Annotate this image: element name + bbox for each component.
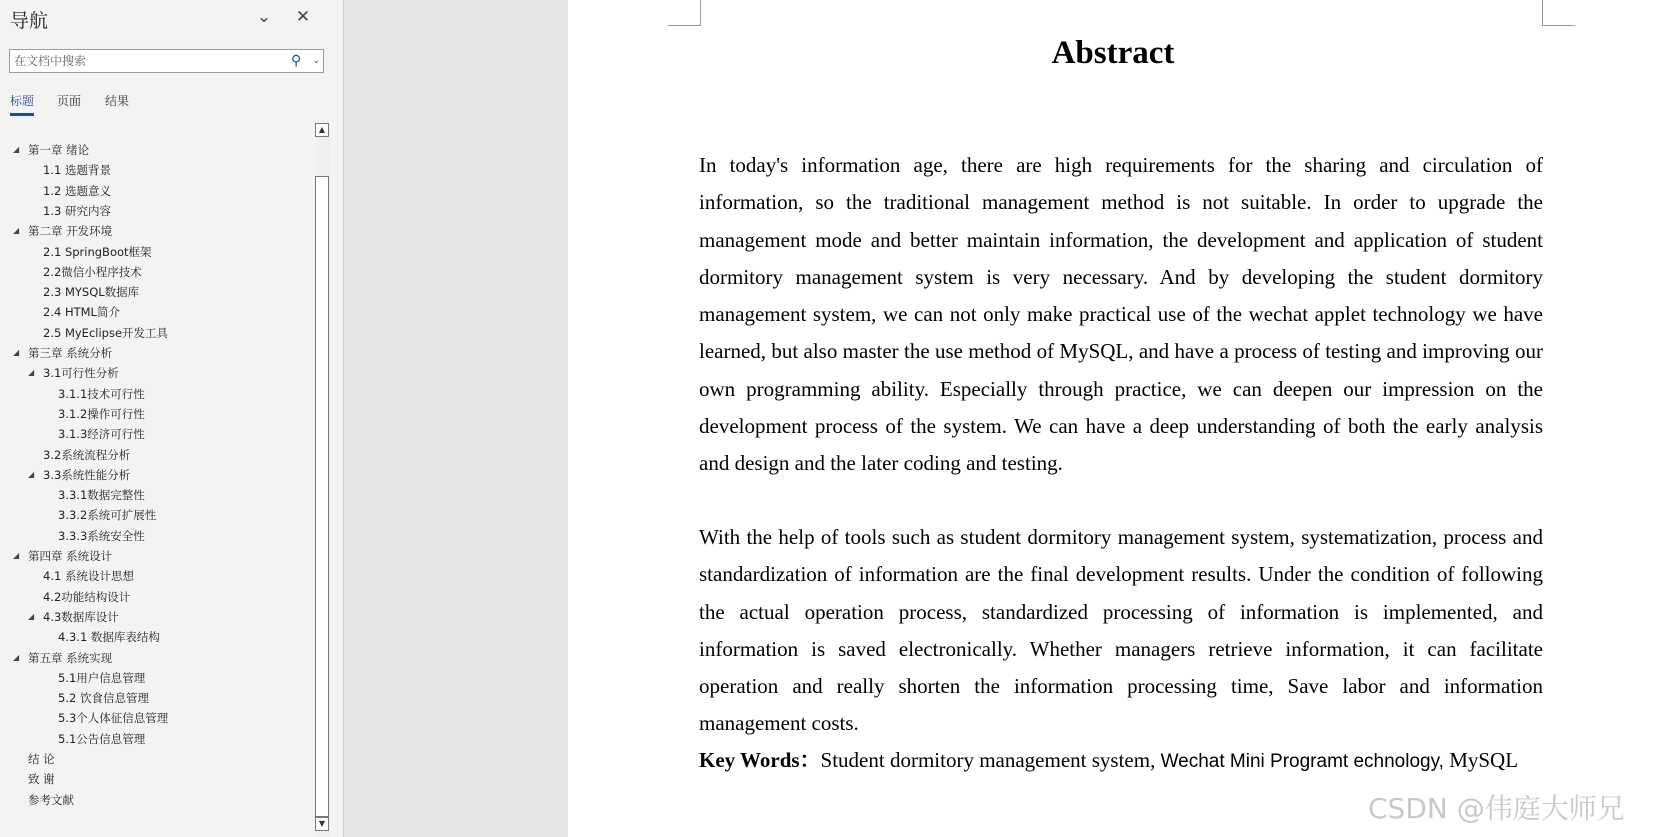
outline-item[interactable]: 2.4 HTML简介 <box>43 305 120 320</box>
outline-item[interactable]: 第三章 系统分析 <box>28 346 113 360</box>
collapse-triangle-icon[interactable]: ◢ <box>28 368 35 378</box>
document-page[interactable] <box>568 0 1658 837</box>
outline-item[interactable]: 3.3系统性能分析 <box>43 467 131 482</box>
collapse-triangle-icon[interactable]: ◢ <box>13 226 20 236</box>
collapse-triangle-icon[interactable]: ◢ <box>13 551 20 560</box>
outline-item[interactable]: 5.2 饮食信息管理 <box>58 691 149 706</box>
outline-item[interactable]: 2.3 MYSQL数据库 <box>43 285 140 300</box>
outline-item[interactable]: 2.2微信小程序技术 <box>43 264 142 279</box>
outline-item[interactable]: 2.1 SpringBoot框架 <box>43 244 152 259</box>
collapse-triangle-icon[interactable]: ◢ <box>28 611 35 621</box>
outline-item[interactable]: 结 论 <box>28 752 55 766</box>
search-input[interactable] <box>14 51 284 71</box>
search-box[interactable] <box>9 49 324 73</box>
collapse-triangle-icon[interactable]: ◢ <box>13 348 20 357</box>
outline-item[interactable]: 5.1公告信息管理 <box>58 731 146 746</box>
watermark: CSDN @伟庭大师兄 <box>1368 792 1625 825</box>
outline-item[interactable]: 3.1.2操作可行性 <box>58 406 145 421</box>
search-options-chevron-icon[interactable]: ⌄ <box>312 56 320 66</box>
keywords-label: Key Words： <box>699 748 821 772</box>
abstract-paragraph-2: With the help of tools such as student dormitory management system, systematization, process and standardization of information are the final development results. Under the condition of following the actual operation process, standardized processing of information is implemented, and information is saved electronically. Whether managers retrieve information, it can facilitate operation and really shorten the information processing time, Save labor and information management costs. <box>699 525 1543 736</box>
outline-item[interactable]: 3.3.1数据完整性 <box>58 488 145 503</box>
scroll-down-button[interactable]: ▼ <box>315 817 329 831</box>
outline-item[interactable]: 1.2 选题意义 <box>43 183 111 198</box>
outline-item[interactable]: 2.5 MyEclipse开发工具 <box>43 325 169 340</box>
keywords-line <box>699 742 1543 780</box>
outline-item[interactable]: 4.3数据库设计 <box>43 609 119 624</box>
outline-item[interactable]: 1.3 研究内容 <box>43 203 111 218</box>
outline-item[interactable]: 第一章 绪论 <box>28 143 90 157</box>
outline-item[interactable]: 1.1 选题背景 <box>43 163 111 178</box>
outline-item[interactable]: 3.3.3系统安全性 <box>58 528 145 543</box>
outline-item[interactable]: 3.1.1技术可行性 <box>58 386 145 401</box>
collapse-triangle-icon[interactable]: ◢ <box>13 145 20 154</box>
outline-item[interactable]: 4.1 系统设计思想 <box>43 569 134 584</box>
outline-item[interactable]: 5.1用户信息管理 <box>58 670 146 685</box>
scrollbar-thumb[interactable] <box>315 176 329 817</box>
keywords-text: Student dormitory management system, <box>820 748 1161 772</box>
outline-item[interactable]: 3.3.2系统可扩展性 <box>58 508 157 523</box>
collapse-triangle-icon[interactable]: ◢ <box>13 652 20 662</box>
outline-item[interactable]: 3.1.3经济可行性 <box>58 427 145 442</box>
tab-results[interactable]: 结果 <box>105 94 130 108</box>
crop-mark-right <box>1542 0 1575 26</box>
outline-item[interactable]: 第四章 系统设计 <box>28 549 113 563</box>
crop-mark-left <box>668 0 701 26</box>
active-tab-indicator <box>10 113 34 116</box>
outline-item[interactable]: 参考文献 <box>28 792 74 807</box>
keywords-text-sans: Wechat Mini Programt echnology, <box>1160 751 1444 772</box>
outline-item[interactable]: 3.1可行性分析 <box>43 366 119 381</box>
navigation-pane <box>0 0 344 837</box>
page-title: Abstract <box>1051 35 1175 71</box>
search-icon[interactable]: ⚲ <box>291 53 302 69</box>
scroll-up-button[interactable]: ▲ <box>315 123 329 137</box>
outline-item[interactable]: 4.3.1 数据库表结构 <box>58 630 160 645</box>
close-icon[interactable]: ✕ <box>295 7 311 27</box>
nav-title: 导航 <box>10 10 49 32</box>
outline-item[interactable]: 第五章 系统实现 <box>28 650 113 665</box>
outline-item[interactable]: 3.2系统流程分析 <box>43 447 131 462</box>
chevron-down-icon[interactable]: ⌄ <box>256 7 272 27</box>
tab-headings[interactable]: 标题 <box>10 94 35 108</box>
abstract-paragraph-1: In today's information age, there are high requirements for the sharing and circulation of information, so the traditional management method is not suitable. In order to upgrade the management mode and better maintain information, the development and application of student dormitory management system is very necessary. And by developing the student dormitory management system, we can not only make practical use of the wechat applet technology we have learned, but also master the use method of MySQL, and have a process of testing and improving our own programming ability. Especially through practice, we can deepen our impression on the development process of the system. We can have a deep understanding of both the early analysis and design and the later coding and testing. <box>699 153 1543 476</box>
outline-item[interactable]: 致 谢 <box>28 772 55 787</box>
outline-item[interactable]: 4.2功能结构设计 <box>43 589 131 604</box>
outline-item[interactable]: 第二章 开发环境 <box>28 224 113 239</box>
tab-pages[interactable]: 页面 <box>57 94 82 108</box>
keywords-text-end: MySQL <box>1443 748 1519 772</box>
collapse-triangle-icon[interactable]: ◢ <box>28 469 35 479</box>
outline-item[interactable]: 5.3个人体征信息管理 <box>58 711 169 726</box>
